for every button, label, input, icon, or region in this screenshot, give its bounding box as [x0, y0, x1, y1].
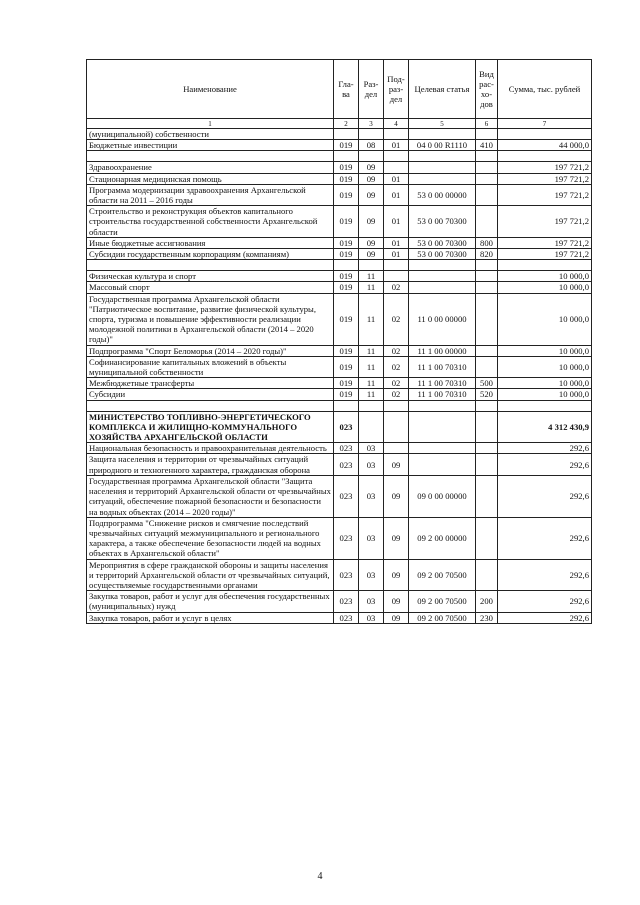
- row-summa: [498, 129, 592, 140]
- row-glava: 019: [334, 237, 359, 248]
- row-summa: 197 721,2: [498, 237, 592, 248]
- row-razdel: 08: [359, 140, 384, 151]
- row-razdel: 11: [359, 271, 384, 282]
- table-row: [87, 475, 592, 517]
- row-vid: [476, 271, 498, 282]
- row-celevaya: 11 1 00 70310: [409, 356, 476, 377]
- row-vid: [476, 345, 498, 356]
- row-name: Здравоохранение: [87, 162, 334, 173]
- header-razdel: Раз-дел: [359, 60, 384, 119]
- row-podrazdel: 01: [384, 140, 409, 151]
- row-name: (муниципальной) собственности: [87, 129, 334, 140]
- table-row: [87, 271, 592, 282]
- row-vid: [476, 454, 498, 475]
- row-vid: [476, 184, 498, 205]
- row-celevaya: 09 2 00 00000: [409, 517, 476, 559]
- row-name: Физическая культура и спорт: [87, 271, 334, 282]
- row-razdel: [359, 411, 384, 443]
- page-number: 4: [317, 871, 323, 882]
- row-name: Строительство и реконструкция объектов капитального строительства государственной собственности Архангельской области: [87, 206, 334, 238]
- row-razdel: 11: [359, 389, 384, 400]
- row-glava: 023: [334, 612, 359, 623]
- row-name: Программа модернизации здравоохранения Архангельской области на 2011 – 2016 годы: [87, 184, 334, 205]
- row-razdel: [359, 260, 384, 271]
- row-name: МИНИСТЕРСТВО ТОПЛИВНО-ЭНЕРГЕТИЧЕСКОГО КОМПЛЕКСА И ЖИЛИЩНО-КОММУНАЛЬНОГО ХОЗЯЙСТВА АРХАНГЕЛЬСКОЙ ОБЛАСТИ: [87, 411, 334, 443]
- row-glava: 019: [334, 293, 359, 345]
- header-celevaya: Целевая статья: [409, 60, 476, 119]
- row-name: Государственная программа Архангельской области "Защита населения и территорий Архангельской области от чрезвычайных ситуаций, обеспечение пожарной безопасности и безопасности на водных объектах (2014 – 2020 годы)": [87, 475, 334, 517]
- row-razdel: 11: [359, 345, 384, 356]
- row-vid: 520: [476, 389, 498, 400]
- row-podrazdel: 02: [384, 356, 409, 377]
- row-glava: 023: [334, 411, 359, 443]
- column-number: 4: [384, 119, 409, 129]
- row-podrazdel: [384, 151, 409, 162]
- table-row: [87, 559, 592, 591]
- row-summa: 10 000,0: [498, 345, 592, 356]
- row-glava: 019: [334, 282, 359, 293]
- row-summa: 292,6: [498, 454, 592, 475]
- row-celevaya: 04 0 00 R1110: [409, 140, 476, 151]
- row-glava: 019: [334, 173, 359, 184]
- table-row: [87, 237, 592, 248]
- table-row: [87, 411, 592, 443]
- row-podrazdel: 01: [384, 206, 409, 238]
- row-vid: 500: [476, 378, 498, 389]
- column-number: 1: [87, 119, 334, 129]
- row-glava: 019: [334, 206, 359, 238]
- table-row: [87, 260, 592, 271]
- row-razdel: 03: [359, 612, 384, 623]
- row-podrazdel: 09: [384, 612, 409, 623]
- row-summa: 4 312 430,9: [498, 411, 592, 443]
- column-number: 3: [359, 119, 384, 129]
- row-celevaya: 09 0 00 00000: [409, 475, 476, 517]
- row-summa: 10 000,0: [498, 356, 592, 377]
- table-row: [87, 400, 592, 411]
- row-vid: [476, 173, 498, 184]
- row-vid: [476, 356, 498, 377]
- header-podrazdel: Под-раз-дел: [384, 60, 409, 119]
- row-summa: 10 000,0: [498, 389, 592, 400]
- row-name: Подпрограмма "Снижение рисков и смягчение последствий чрезвычайных ситуаций межмуниципального и регионального характера, а также обеспечение безопасности людей на водных объектах в Архангельской области": [87, 517, 334, 559]
- row-glava: 023: [334, 559, 359, 591]
- row-summa: 292,6: [498, 443, 592, 454]
- row-celevaya: 53 0 00 70300: [409, 237, 476, 248]
- header-vid: Вид рас-хо-дов: [476, 60, 498, 119]
- row-vid: 230: [476, 612, 498, 623]
- row-podrazdel: 02: [384, 378, 409, 389]
- row-glava: 023: [334, 454, 359, 475]
- row-podrazdel: [384, 129, 409, 140]
- row-name: Массовый спорт: [87, 282, 334, 293]
- row-summa: 197 721,2: [498, 162, 592, 173]
- row-podrazdel: [384, 271, 409, 282]
- row-podrazdel: 01: [384, 184, 409, 205]
- row-razdel: 03: [359, 443, 384, 454]
- row-celevaya: 53 0 00 70300: [409, 206, 476, 238]
- row-razdel: 03: [359, 591, 384, 612]
- row-razdel: [359, 129, 384, 140]
- table-row: [87, 591, 592, 612]
- table-row: [87, 184, 592, 205]
- row-razdel: 09: [359, 162, 384, 173]
- row-podrazdel: 09: [384, 591, 409, 612]
- row-glava: 023: [334, 591, 359, 612]
- row-razdel: 11: [359, 378, 384, 389]
- header-name: Наименование: [87, 60, 334, 119]
- table-row: [87, 345, 592, 356]
- row-glava: 019: [334, 140, 359, 151]
- row-razdel: 09: [359, 206, 384, 238]
- row-summa: 292,6: [498, 559, 592, 591]
- table-row: [87, 206, 592, 238]
- row-celevaya: [409, 400, 476, 411]
- row-razdel: 09: [359, 249, 384, 260]
- row-celevaya: [409, 443, 476, 454]
- row-summa: 10 000,0: [498, 378, 592, 389]
- table-row: [87, 173, 592, 184]
- row-razdel: 09: [359, 184, 384, 205]
- header-glava: Гла-ва: [334, 60, 359, 119]
- row-glava: [334, 260, 359, 271]
- row-razdel: 09: [359, 237, 384, 248]
- row-name: Субсидии: [87, 389, 334, 400]
- row-name: Субсидии государственным корпорациям (компаниям): [87, 249, 334, 260]
- column-number: 7: [498, 119, 592, 129]
- row-razdel: 11: [359, 356, 384, 377]
- row-vid: [476, 206, 498, 238]
- row-glava: 019: [334, 356, 359, 377]
- row-razdel: 09: [359, 173, 384, 184]
- row-razdel: 03: [359, 559, 384, 591]
- table-row: [87, 356, 592, 377]
- row-vid: 410: [476, 140, 498, 151]
- row-summa: 10 000,0: [498, 293, 592, 345]
- row-name: [87, 151, 334, 162]
- row-celevaya: [409, 260, 476, 271]
- table-row: [87, 282, 592, 293]
- row-celevaya: 11 0 00 00000: [409, 293, 476, 345]
- row-celevaya: 09 2 00 70500: [409, 591, 476, 612]
- row-podrazdel: 01: [384, 237, 409, 248]
- row-celevaya: 11 1 00 70310: [409, 378, 476, 389]
- row-podrazdel: 09: [384, 517, 409, 559]
- row-summa: 292,6: [498, 475, 592, 517]
- row-podrazdel: 02: [384, 293, 409, 345]
- row-podrazdel: [384, 411, 409, 443]
- row-summa: 197 721,2: [498, 206, 592, 238]
- row-summa: [498, 400, 592, 411]
- row-celevaya: [409, 162, 476, 173]
- row-podrazdel: [384, 443, 409, 454]
- row-podrazdel: 09: [384, 475, 409, 517]
- row-glava: 019: [334, 249, 359, 260]
- table-row: [87, 517, 592, 559]
- row-name: Защита населения и территории от чрезвычайных ситуаций природного и техногенного характера, гражданская оборона: [87, 454, 334, 475]
- row-vid: [476, 293, 498, 345]
- row-summa: [498, 151, 592, 162]
- row-vid: [476, 411, 498, 443]
- row-vid: [476, 517, 498, 559]
- table-row: [87, 151, 592, 162]
- row-glava: 019: [334, 378, 359, 389]
- row-celevaya: 09 2 00 70500: [409, 559, 476, 591]
- column-number: 2: [334, 119, 359, 129]
- row-name: Софинансирование капитальных вложений в объекты муниципальной собственности: [87, 356, 334, 377]
- row-summa: 197 721,2: [498, 173, 592, 184]
- row-podrazdel: [384, 260, 409, 271]
- table-row: [87, 140, 592, 151]
- row-celevaya: [409, 282, 476, 293]
- table-row: [87, 293, 592, 345]
- row-celevaya: [409, 271, 476, 282]
- row-summa: 10 000,0: [498, 271, 592, 282]
- row-celevaya: 53 0 00 70300: [409, 249, 476, 260]
- column-number-row: [87, 119, 592, 129]
- row-summa: 292,6: [498, 517, 592, 559]
- row-vid: [476, 129, 498, 140]
- row-glava: [334, 400, 359, 411]
- table-row: [87, 443, 592, 454]
- row-podrazdel: 02: [384, 389, 409, 400]
- table-header-row: [87, 60, 592, 119]
- row-vid: [476, 475, 498, 517]
- column-number: 5: [409, 119, 476, 129]
- row-summa: 292,6: [498, 591, 592, 612]
- row-vid: [476, 260, 498, 271]
- table-row: [87, 612, 592, 623]
- row-summa: 197 721,2: [498, 184, 592, 205]
- row-glava: 023: [334, 475, 359, 517]
- row-vid: [476, 400, 498, 411]
- row-podrazdel: [384, 162, 409, 173]
- budget-table: [86, 59, 592, 624]
- row-glava: 019: [334, 345, 359, 356]
- row-name: Мероприятия в сфере гражданской обороны и защиты населения и территорий Архангельской области от чрезвычайных ситуаций, осуществляемые государственными органами: [87, 559, 334, 591]
- row-razdel: 11: [359, 282, 384, 293]
- row-vid: [476, 162, 498, 173]
- row-razdel: 03: [359, 454, 384, 475]
- row-glava: [334, 151, 359, 162]
- table-row: [87, 389, 592, 400]
- row-podrazdel: [384, 400, 409, 411]
- row-razdel: 03: [359, 517, 384, 559]
- row-celevaya: 11 1 00 70310: [409, 389, 476, 400]
- row-summa: 10 000,0: [498, 282, 592, 293]
- row-name: Закупка товаров, работ и услуг для обеспечения государственных (муниципальных) нужд: [87, 591, 334, 612]
- table-row: [87, 162, 592, 173]
- row-celevaya: [409, 411, 476, 443]
- row-summa: [498, 260, 592, 271]
- row-name: Бюджетные инвестиции: [87, 140, 334, 151]
- row-podrazdel: 02: [384, 282, 409, 293]
- row-summa: 44 000,0: [498, 140, 592, 151]
- row-celevaya: [409, 151, 476, 162]
- row-vid: [476, 282, 498, 293]
- row-celevaya: 11 1 00 00000: [409, 345, 476, 356]
- row-name: Национальная безопасность и правоохранительная деятельность: [87, 443, 334, 454]
- row-glava: 023: [334, 517, 359, 559]
- header-summa: Сумма, тыс. рублей: [498, 60, 592, 119]
- row-name: [87, 260, 334, 271]
- row-name: Подпрограмма "Спорт Беломорья (2014 – 2020 годы)": [87, 345, 334, 356]
- row-glava: 019: [334, 389, 359, 400]
- row-razdel: [359, 151, 384, 162]
- row-name: Стационарная медицинская помощь: [87, 173, 334, 184]
- row-razdel: 11: [359, 293, 384, 345]
- row-razdel: [359, 400, 384, 411]
- row-name: Государственная программа Архангельской области "Патриотическое воспитание, развитие физической культуры, спорта, туризма и повышение эффективности реализации молодежной политики в Архангельской области (2014 – 2020 годы)": [87, 293, 334, 345]
- row-celevaya: 09 2 00 70500: [409, 612, 476, 623]
- row-glava: 023: [334, 443, 359, 454]
- row-podrazdel: 02: [384, 345, 409, 356]
- row-name: Иные бюджетные ассигнования: [87, 237, 334, 248]
- row-vid: [476, 443, 498, 454]
- row-podrazdel: 01: [384, 173, 409, 184]
- row-celevaya: [409, 173, 476, 184]
- row-celevaya: [409, 129, 476, 140]
- row-vid: [476, 559, 498, 591]
- row-name: [87, 400, 334, 411]
- row-celevaya: [409, 454, 476, 475]
- column-number: 6: [476, 119, 498, 129]
- row-glava: 019: [334, 162, 359, 173]
- table-row: [87, 454, 592, 475]
- row-vid: 820: [476, 249, 498, 260]
- row-vid: [476, 151, 498, 162]
- table-row: [87, 129, 592, 140]
- row-celevaya: 53 0 00 00000: [409, 184, 476, 205]
- row-podrazdel: 09: [384, 454, 409, 475]
- table-row: [87, 249, 592, 260]
- table-row: [87, 378, 592, 389]
- row-vid: 200: [476, 591, 498, 612]
- row-name: Межбюджетные трансферты: [87, 378, 334, 389]
- row-glava: 019: [334, 271, 359, 282]
- row-glava: [334, 129, 359, 140]
- row-summa: 292,6: [498, 612, 592, 623]
- row-podrazdel: 09: [384, 559, 409, 591]
- row-name: Закупка товаров, работ и услуг в целях: [87, 612, 334, 623]
- row-podrazdel: 01: [384, 249, 409, 260]
- row-glava: 019: [334, 184, 359, 205]
- row-vid: 800: [476, 237, 498, 248]
- row-summa: 197 721,2: [498, 249, 592, 260]
- row-razdel: 03: [359, 475, 384, 517]
